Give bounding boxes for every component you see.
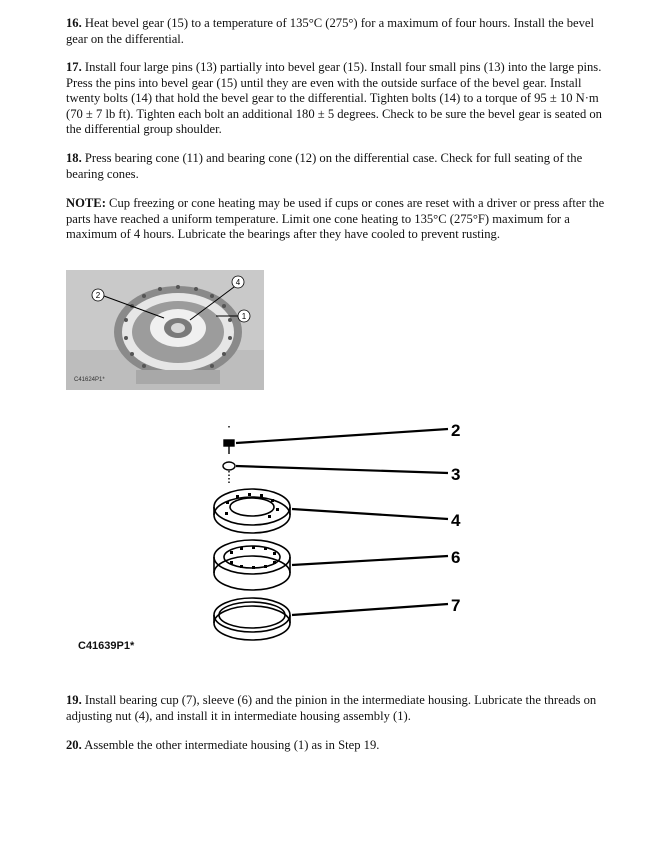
step-text: Press bearing cone (11) and bearing cone (12) on the differential case. Check for full seating of the bearing cones. [66,151,583,181]
exploded-view-caption: C41639P1* [78,640,135,652]
step-number: 20. [66,738,82,752]
step-18 [66,151,614,182]
callout-7: 7 [451,596,461,615]
note-text: Cup freezing or cone heating may be used if cups or cones are reset with a driver or press after the parts have reached a uniform temperature. Limit one cone heating to 135°C (275°F) maximum for a maximum of 4 hours. Lubricate the bearings after they have cooled to prevent rusting. [66,196,605,242]
step-number: 17. [66,60,82,74]
photo-caption: C41624P1* [74,377,105,383]
note-label: NOTE: [66,196,106,210]
step-text: Heat bevel gear (15) to a temperature of 135°C (275°) for a maximum of four hours. Install the bevel gear on the differential. [66,16,595,46]
step-text: Install four large pins (13) partially into bevel gear (15). Install four small pins (13) into the large pins. Press the pins into bevel gear (15) until they are even with the outside surface of the bevel gear. Install twenty bolts (14) that hold the bevel gear to the differential. Tighten bolts (14) to a torque of 95 ± 10 N·m (70 ± 7 lb ft). Tighten each bolt an additional 180 ± 5 degrees. Check to be sure the bevel gear is seated on the differential group shoulder. [66,60,602,137]
note [66,196,614,243]
callout-3: 3 [451,465,461,484]
step-text: Install bearing cup (7), sleeve (6) and the pinion in the intermediate housing. Lubricate the threads on adjusting nut (4), and install it in intermediate housing assembly (1). [66,693,597,723]
bevel-gear-photo [66,270,264,390]
exploded-view-diagram [200,415,480,655]
lock-part [223,462,235,483]
callout-4: 4 [451,511,461,530]
step-19 [66,693,614,724]
callout-6: 6 [451,548,461,567]
step-17 [66,60,614,138]
step-number: 16. [66,16,82,30]
callout-2: 2 [451,421,461,440]
step-16 [66,16,614,47]
bolt-part [224,426,234,454]
photo-callout-4: 4 [235,278,241,287]
photo-callout-1: 1 [241,312,247,321]
step-text: Assemble the other intermediate housing (1) as in Step 19. [84,738,380,752]
bearing-cup-part [214,598,290,640]
step-number: 19. [66,693,82,707]
photo-callout-2: 2 [95,291,101,300]
step-number: 18. [66,151,82,165]
step-20 [66,738,614,754]
